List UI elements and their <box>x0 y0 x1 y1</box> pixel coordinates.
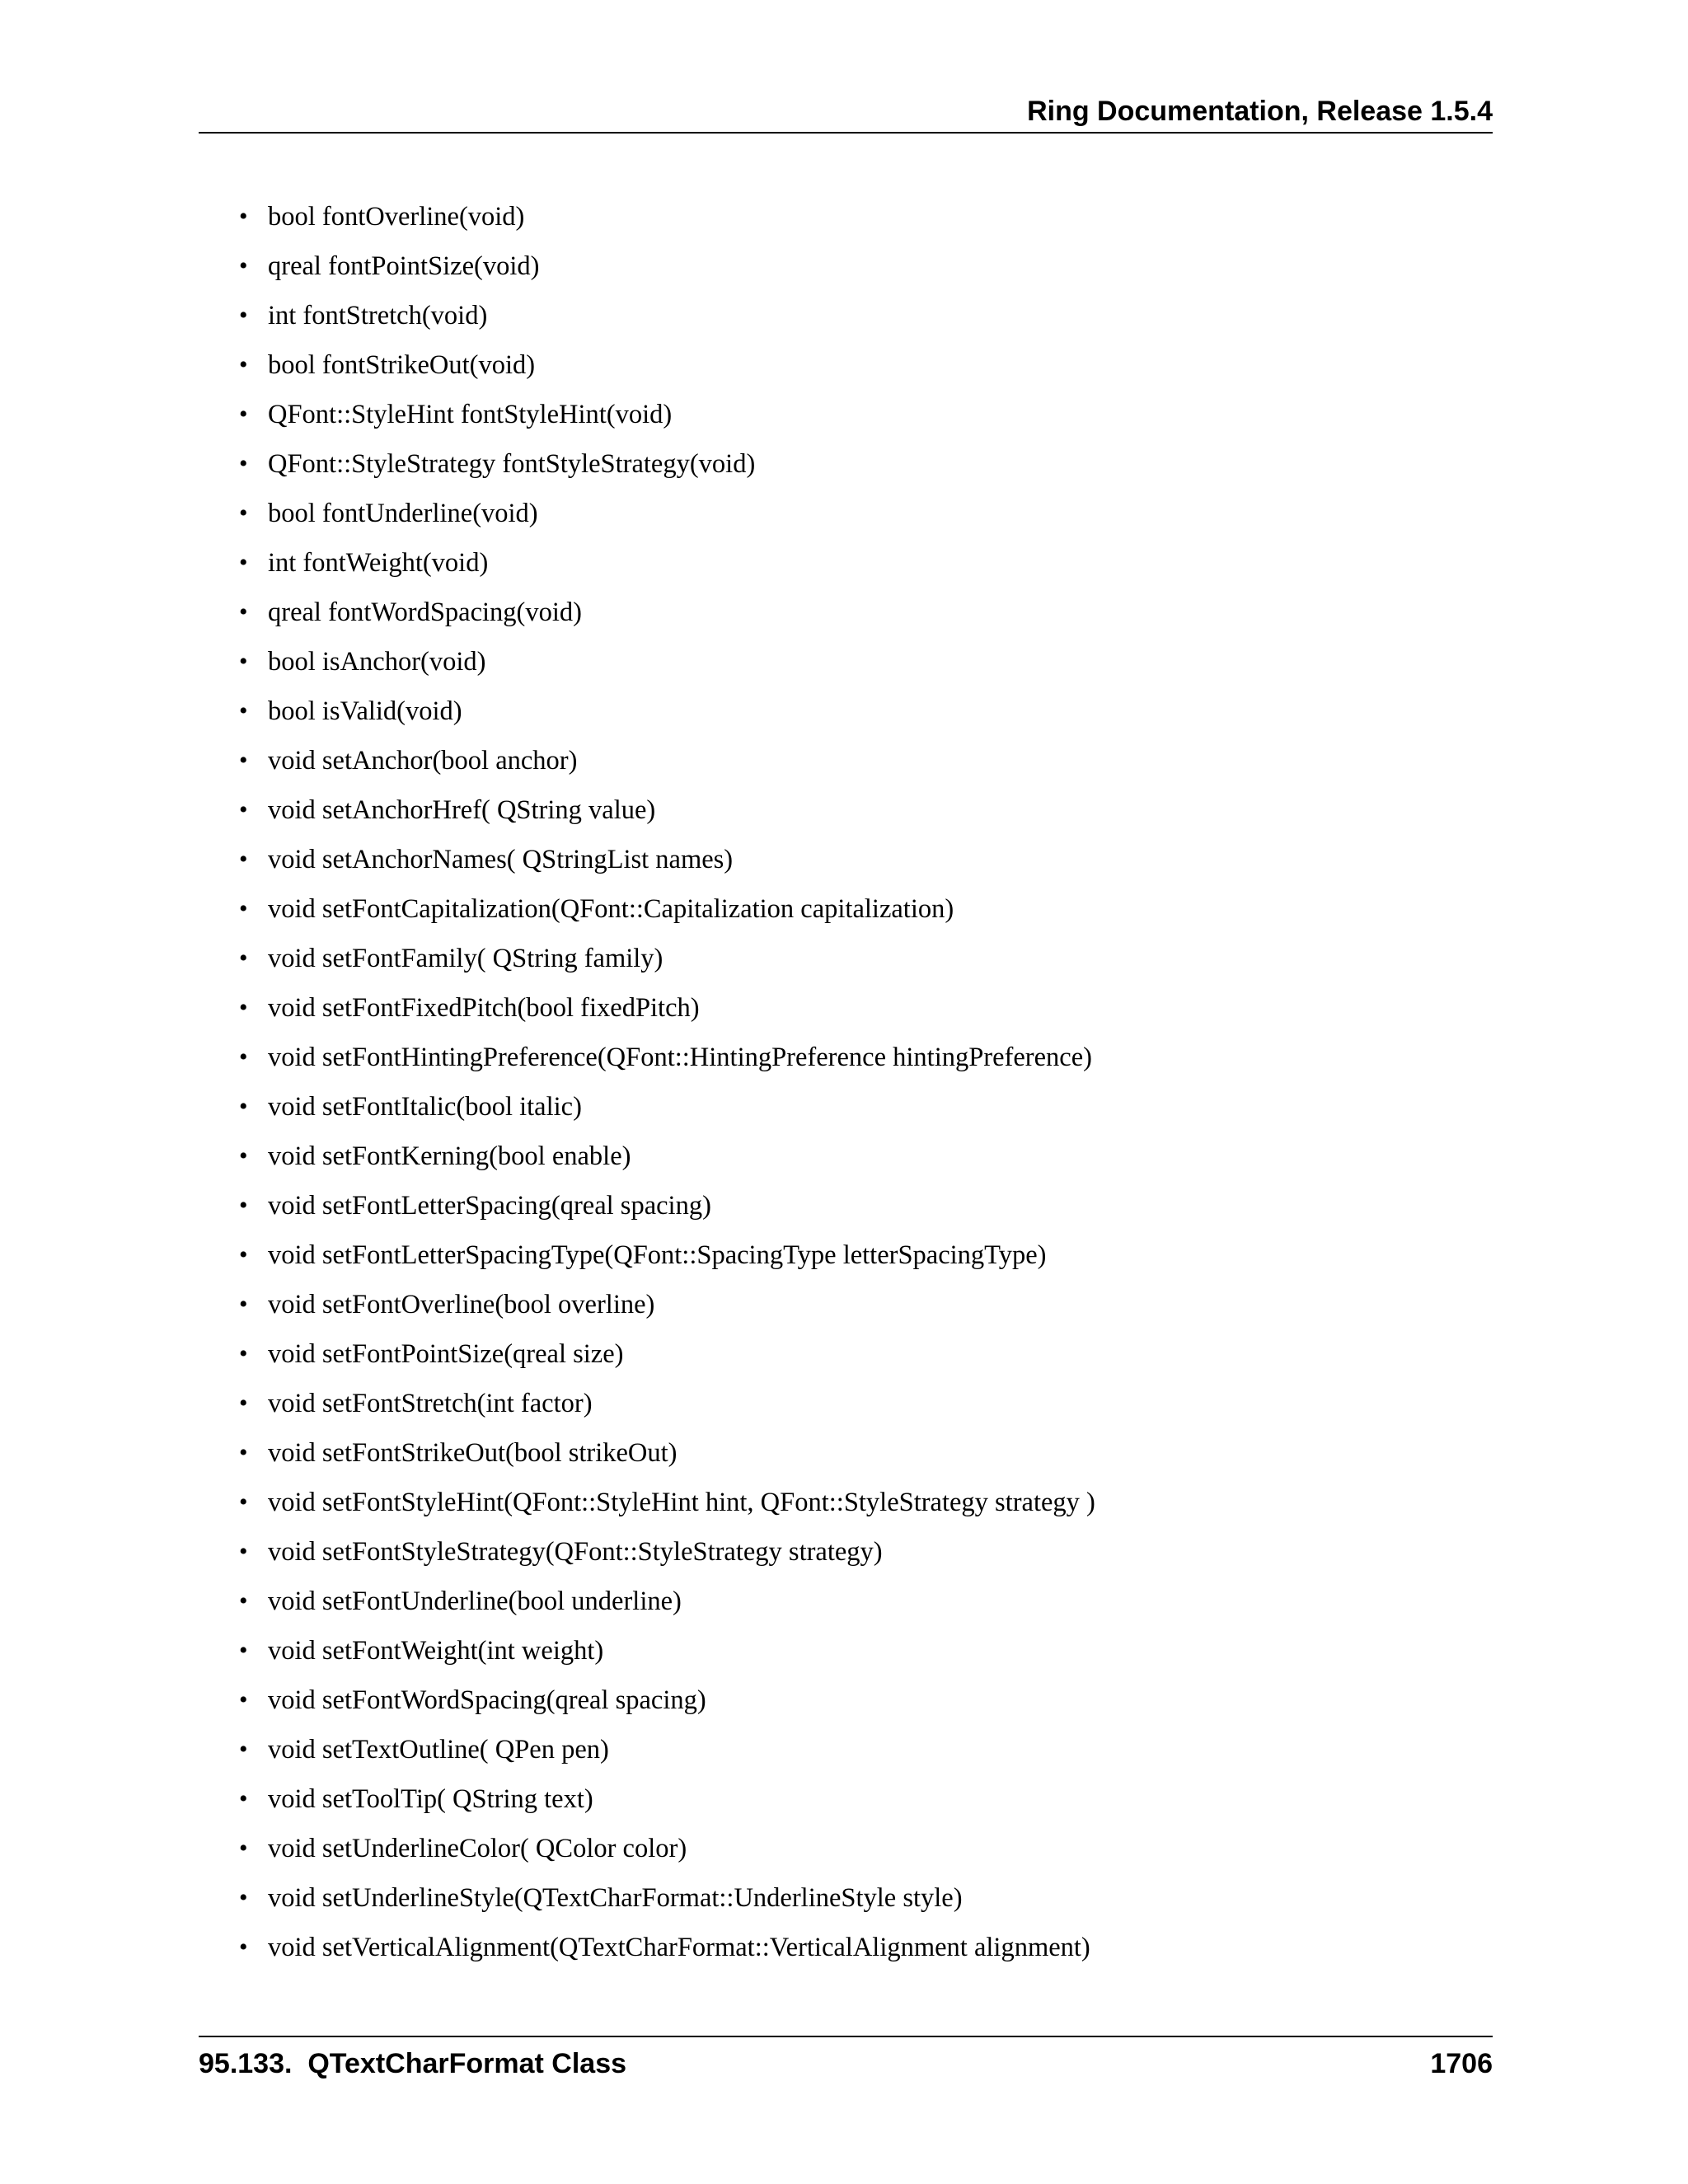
method-signature: void setFontStrikeOut(bool strikeOut) <box>268 1438 678 1468</box>
bullet-icon: • <box>239 1241 248 1268</box>
list-item <box>239 938 1095 987</box>
bullet-icon: • <box>239 252 248 279</box>
list-item <box>239 1779 1095 1828</box>
bullet-icon: • <box>239 1933 248 1961</box>
method-signature: void setFontCapitalization(QFont::Capitalization capitalization) <box>268 894 954 924</box>
bullet-icon: • <box>239 1884 248 1911</box>
method-signature: void setFontFixedPitch(bool fixedPitch) <box>268 993 700 1023</box>
bullet-icon: • <box>239 1340 248 1367</box>
bullet-icon: • <box>239 450 248 477</box>
list-item <box>239 443 1095 493</box>
method-signature: void setFontItalic(bool italic) <box>268 1092 582 1122</box>
section-title: 95.133. QTextCharFormat Class <box>199 2048 627 2079</box>
page-number: 1706 <box>1430 2048 1493 2079</box>
method-signature: bool fontStrikeOut(void) <box>268 350 536 380</box>
bullet-icon: • <box>239 203 248 230</box>
bullet-icon: • <box>239 895 248 922</box>
list-item <box>239 295 1095 344</box>
bullet-icon: • <box>239 747 248 774</box>
bullet-icon: • <box>239 401 248 428</box>
bullet-icon: • <box>239 1587 248 1615</box>
page-header <box>199 91 1493 134</box>
bullet-icon: • <box>239 1835 248 1862</box>
list-item <box>239 1828 1095 1877</box>
bullet-icon: • <box>239 796 248 823</box>
list-item <box>239 1877 1095 1927</box>
bullet-icon: • <box>239 1043 248 1071</box>
method-signature: void setFontUnderline(bool underline) <box>268 1586 682 1616</box>
list-item <box>239 394 1095 443</box>
list-item <box>239 1531 1095 1581</box>
method-signature: void setFontStyleHint(QFont::StyleHint hint, QFont::StyleStrategy strategy ) <box>268 1488 1095 1517</box>
list-item <box>239 1927 1095 1976</box>
list-item <box>239 1284 1095 1333</box>
method-signature: void setVerticalAlignment(QTextCharFormat::VerticalAlignment alignment) <box>268 1933 1090 1962</box>
method-signature: void setFontStyleStrategy(QFont::StyleStrategy strategy) <box>268 1537 883 1567</box>
bullet-icon: • <box>239 648 248 675</box>
method-signature: void setFontOverline(bool overline) <box>268 1290 655 1319</box>
list-item <box>239 246 1095 295</box>
method-signature: void setFontWordSpacing(qreal spacing) <box>268 1685 706 1715</box>
method-signature: void setFontLetterSpacingType(QFont::SpacingType letterSpacingType) <box>268 1240 1047 1270</box>
method-signature: void setTextOutline( QPen pen) <box>268 1735 609 1765</box>
bullet-icon: • <box>239 1736 248 1763</box>
list-item <box>239 790 1095 839</box>
method-signature: void setUnderlineColor( QColor color) <box>268 1834 687 1863</box>
method-signature: void setFontWeight(int weight) <box>268 1636 604 1666</box>
list-item <box>239 1581 1095 1630</box>
method-signature: void setFontLetterSpacing(qreal spacing) <box>268 1191 711 1221</box>
list-item <box>239 1235 1095 1284</box>
bullet-icon: • <box>239 1785 248 1812</box>
bullet-icon: • <box>239 549 248 576</box>
list-item <box>239 1333 1095 1383</box>
method-signature: void setToolTip( QString text) <box>268 1784 593 1814</box>
bullet-icon: • <box>239 994 248 1021</box>
method-signature: qreal fontWordSpacing(void) <box>268 598 582 627</box>
list-item <box>239 196 1095 246</box>
bullet-icon: • <box>239 697 248 724</box>
bullet-icon: • <box>239 1637 248 1664</box>
list-item <box>239 839 1095 888</box>
list-item <box>239 1432 1095 1482</box>
list-item <box>239 1185 1095 1235</box>
list-item <box>239 641 1095 691</box>
method-signature: void setFontStretch(int factor) <box>268 1389 593 1418</box>
document-title: Ring Documentation, Release 1.5.4 <box>1027 96 1493 127</box>
method-signature: bool fontOverline(void) <box>268 202 525 232</box>
method-signature: bool fontUnderline(void) <box>268 499 538 528</box>
method-signature: void setFontKerning(bool enable) <box>268 1141 631 1171</box>
list-item <box>239 1630 1095 1680</box>
method-signature: bool isValid(void) <box>268 696 462 726</box>
list-item <box>239 1383 1095 1432</box>
list-item <box>239 592 1095 641</box>
method-signature: QFont::StyleStrategy fontStyleStrategy(void) <box>268 449 756 479</box>
page-footer <box>199 2036 1493 2087</box>
list-item <box>239 1482 1095 1531</box>
list-item <box>239 344 1095 394</box>
method-signature: void setFontPointSize(qreal size) <box>268 1339 624 1369</box>
bullet-icon: • <box>239 499 248 527</box>
bullet-icon: • <box>239 1291 248 1318</box>
bullet-icon: • <box>239 598 248 626</box>
list-item <box>239 740 1095 790</box>
method-signature: int fontStretch(void) <box>268 301 488 330</box>
bullet-icon: • <box>239 846 248 873</box>
method-signature: void setAnchorNames( QStringList names) <box>268 845 734 874</box>
list-item <box>239 1729 1095 1779</box>
bullet-icon: • <box>239 1192 248 1219</box>
list-item <box>239 1136 1095 1185</box>
list-item <box>239 987 1095 1037</box>
bullet-icon: • <box>239 1093 248 1120</box>
method-signature: void setAnchor(bool anchor) <box>268 746 578 776</box>
list-item <box>239 493 1095 542</box>
bullet-icon: • <box>239 351 248 378</box>
list-item <box>239 888 1095 938</box>
method-signature: bool isAnchor(void) <box>268 647 486 677</box>
bullet-icon: • <box>239 1390 248 1417</box>
method-signature: void setAnchorHref( QString value) <box>268 795 656 825</box>
bullet-icon: • <box>239 1488 248 1516</box>
bullet-icon: • <box>239 1439 248 1466</box>
bullet-icon: • <box>239 1142 248 1169</box>
list-item <box>239 1037 1095 1086</box>
bullet-icon: • <box>239 1686 248 1713</box>
method-signature: qreal fontPointSize(void) <box>268 251 540 281</box>
list-item <box>239 1680 1095 1729</box>
method-list <box>239 196 1095 1976</box>
list-item <box>239 1086 1095 1136</box>
list-item <box>239 542 1095 592</box>
bullet-icon: • <box>239 302 248 329</box>
list-item <box>239 691 1095 740</box>
method-signature: int fontWeight(void) <box>268 548 489 578</box>
bullet-icon: • <box>239 1538 248 1565</box>
method-signature: void setUnderlineStyle(QTextCharFormat::UnderlineStyle style) <box>268 1883 963 1913</box>
method-signature: void setFontFamily( QString family) <box>268 944 663 973</box>
method-signature: QFont::StyleHint fontStyleHint(void) <box>268 400 673 429</box>
method-signature: void setFontHintingPreference(QFont::HintingPreference hintingPreference) <box>268 1043 1092 1072</box>
bullet-icon: • <box>239 944 248 972</box>
